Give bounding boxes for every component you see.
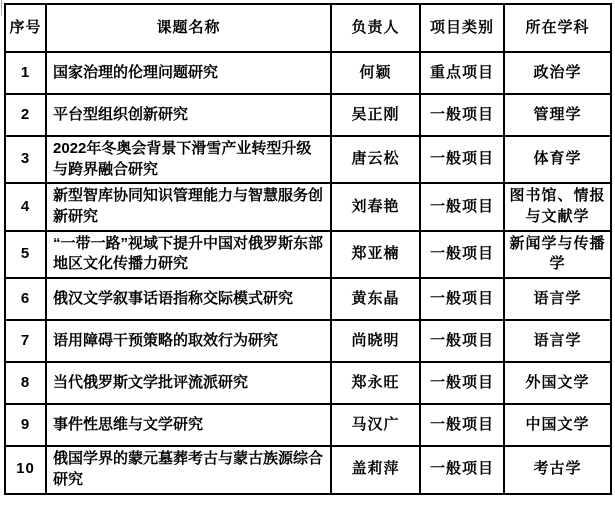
cell-discipline: 语言学: [504, 320, 611, 362]
cell-discipline: 考古学: [504, 446, 611, 493]
cell-discipline: 中国文学: [504, 404, 611, 446]
cell-discipline: 管理学: [504, 94, 611, 136]
cell-type: 一般项目: [420, 136, 504, 183]
cell-title: 语用障碍干预策略的取效行为研究: [46, 320, 331, 362]
cell-discipline: 语言学: [504, 278, 611, 320]
cell-leader: 黄东晶: [331, 278, 420, 320]
table-row: [5, 362, 611, 404]
cell-no: 6: [5, 278, 46, 320]
cell-discipline: 图书馆、情报与文献学: [504, 183, 611, 230]
cell-no: 8: [5, 362, 46, 404]
cell-no: 2: [5, 94, 46, 136]
table-row: [5, 320, 611, 362]
cell-leader: 盖莉萍: [331, 446, 420, 493]
left-edge-crop-artifact: [1, 0, 2, 16]
cell-leader: 尚晓明: [331, 320, 420, 362]
table-row: [5, 52, 611, 94]
cell-title: 新型智库协同知识管理能力与智慧服务创新研究: [46, 183, 331, 230]
table-body: [5, 52, 611, 494]
cell-discipline: 新闻学与传播学: [504, 231, 611, 278]
cell-no: 10: [5, 446, 46, 493]
cell-no: 9: [5, 404, 46, 446]
cell-no: 5: [5, 231, 46, 278]
cell-type: 一般项目: [420, 278, 504, 320]
cell-title: “一带一路”视域下提升中国对俄罗斯东部地区文化传播力研究: [46, 231, 331, 278]
header-cell-no: 序号: [5, 4, 46, 52]
cell-type: 一般项目: [420, 231, 504, 278]
header-cell-leader: 负责人: [331, 4, 420, 52]
header-row: [5, 4, 611, 52]
cell-title: 俄国学界的蒙元墓葬考古与蒙古族源综合研究: [46, 446, 331, 493]
cell-no: 3: [5, 136, 46, 183]
cell-type: 一般项目: [420, 183, 504, 230]
cell-no: 7: [5, 320, 46, 362]
cell-leader: 马汉广: [331, 404, 420, 446]
table-row: [5, 446, 611, 493]
projects-table: [4, 3, 612, 495]
header-cell-title: 课题名称: [46, 4, 331, 52]
cell-leader: 刘春艳: [331, 183, 420, 230]
cell-type: 一般项目: [420, 362, 504, 404]
cell-leader: 吴正刚: [331, 94, 420, 136]
cell-title: 事件性思维与文学研究: [46, 404, 331, 446]
cell-title: 俄汉文学叙事话语指称交际模式研究: [46, 278, 331, 320]
cell-title: 国家治理的伦理问题研究: [46, 52, 331, 94]
cell-type: 一般项目: [420, 404, 504, 446]
cell-no: 4: [5, 183, 46, 230]
cell-title: 当代俄罗斯文学批评流派研究: [46, 362, 331, 404]
cell-type: 一般项目: [420, 320, 504, 362]
table-row: [5, 94, 611, 136]
cell-leader: 郑亚楠: [331, 231, 420, 278]
cell-title: 2022年冬奥会背景下滑雪产业转型升级与跨界融合研究: [46, 136, 331, 183]
table-row: [5, 136, 611, 183]
cell-discipline: 体育学: [504, 136, 611, 183]
cell-leader: 唐云松: [331, 136, 420, 183]
cell-leader: 何颖: [331, 52, 420, 94]
cell-leader: 郑永旺: [331, 362, 420, 404]
cell-type: 重点项目: [420, 52, 504, 94]
table-row: [5, 278, 611, 320]
cell-discipline: 外国文学: [504, 362, 611, 404]
header-cell-discipline: 所在学科: [504, 4, 611, 52]
table-row: [5, 404, 611, 446]
table-row: [5, 231, 611, 278]
header-cell-type: 项目类别: [420, 4, 504, 52]
cell-discipline: 政治学: [504, 52, 611, 94]
table-row: [5, 183, 611, 230]
cell-title: 平台型组织创新研究: [46, 94, 331, 136]
cell-no: 1: [5, 52, 46, 94]
cell-type: 一般项目: [420, 446, 504, 493]
cell-type: 一般项目: [420, 94, 504, 136]
